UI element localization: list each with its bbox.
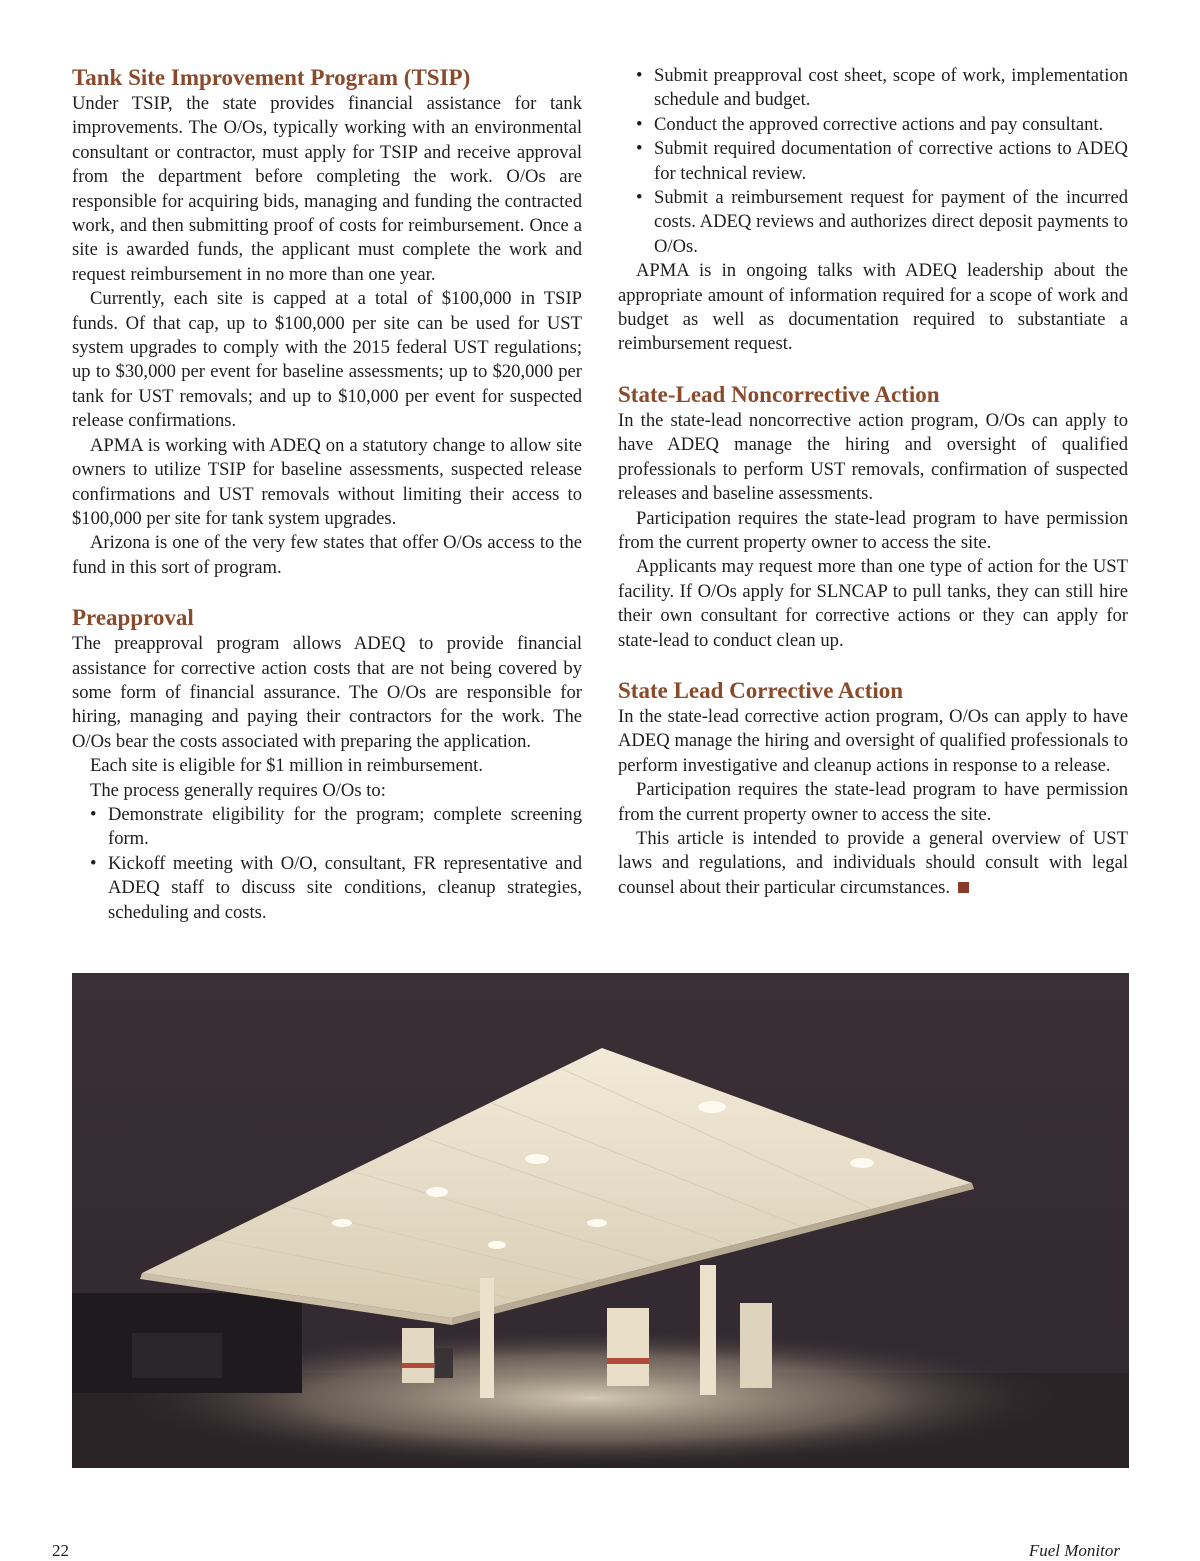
noncorrective-paragraph-2: Participation requires the state-lead program to have permission from the current property owner to access the site. — [618, 507, 1128, 553]
preapproval-heading: Preapproval — [72, 605, 194, 631]
tsip-heading: Tank Site Improvement Program (TSIP) — [72, 65, 471, 90]
corrective-paragraph-3 — [618, 827, 1128, 900]
list-item — [618, 137, 1128, 186]
corrective-paragraph-2: Participation requires the state-lead program to have permission from the current property owner to access the site. — [618, 779, 1128, 825]
preapproval-paragraph-2: Each site is eligible for $1 million in reimbursement. — [90, 755, 483, 777]
fuel-pump — [402, 1328, 434, 1383]
fuel-pump-stripe — [607, 1358, 649, 1364]
apma-paragraph: APMA is in ongoing talks with ADEQ leadership about the appropriate amount of information required for a scope of work and budget as well as documentation required to substantiate a reimbursement request. — [618, 260, 1128, 355]
noncorrective-heading: State-Lead Noncorrective Action — [618, 381, 940, 407]
bullet-glyph: • — [636, 187, 643, 209]
preapproval-paragraph-1: The preapproval program allows ADEQ to provide financial assistance for corrective action costs that are not being covered by some form of financial assurance. The O/Os are responsible for hiring, managing and paying their contractors for the work. The O/Os bear the costs associated with preparing the application. — [72, 633, 582, 752]
list-item — [72, 852, 582, 925]
kiosk — [740, 1303, 772, 1388]
gas-station-photo — [72, 973, 1129, 1468]
list-item-text: Submit a reimbursement request for payment of the incurred costs. ADEQ reviews and authorizes direct deposit payments to O/Os. — [654, 187, 1128, 257]
list-item-text: Kickoff meeting with O/O, consultant, FR representative and ADEQ staff to discuss site conditions, cleanup strategies, scheduling and costs. — [108, 852, 582, 923]
bullet-glyph: • — [636, 65, 643, 86]
bullet-glyph: • — [636, 113, 643, 135]
list-item — [618, 64, 1128, 113]
page-number: 22 — [52, 1541, 69, 1560]
list-item-text: Conduct the approved corrective actions and pay consultant. — [654, 113, 1104, 135]
list-item-text: Submit required documentation of corrective actions to ADEQ for technical review. — [654, 138, 1128, 184]
corrective-paragraph-3-text: This article is intended to provide a general overview of UST laws and regulations, and individuals should consult with legal counsel about their particular circumstances. — [618, 827, 1128, 898]
tsip-paragraph-3: APMA is working with ADEQ on a statutory change to allow site owners to utilize TSIP for baseline assessments, suspected release confirmations and UST removals without limiting their access to $100,000 per site for tank system upgrades. — [72, 434, 582, 529]
fuel-pump-stripe — [402, 1363, 434, 1368]
noncorrective-paragraph-1: In the state-lead noncorrective action program, O/Os can apply to have ADEQ manage the hiring and oversight of qualified professionals to perform UST removals, confirmation of suspected releases and baseline assessments. — [618, 409, 1128, 505]
tsip-paragraph-1: Under TSIP, the state provides financial assistance for tank improvements. The O/Os, typically working with an environmental consultant or contractor, must apply for TSIP and receive approval from the department before completing the work. O/Os are responsible for acquiring bids, managing and funding the contracted work, and then submitting proof of costs for reimbursement. Once a site is awarded funds, the applicant must complete the work and request reimbursement in no more than one year. — [72, 93, 582, 285]
list-item — [618, 113, 1128, 137]
end-of-article-mark — [958, 882, 969, 893]
publication-name: Fuel Monitor — [1028, 1541, 1120, 1560]
list-item-text: Demonstrate eligibility for the program; complete screening form. — [108, 803, 582, 850]
preapproval-paragraph-3: The process generally requires O/Os to: — [90, 779, 386, 801]
gas-station-illustration — [72, 973, 1129, 1468]
bullet-glyph: • — [90, 803, 97, 825]
canopy-pillar — [480, 1278, 494, 1398]
list-item-text: Submit preapproval cost sheet, scope of work, implementation schedule and budget. — [654, 65, 1128, 111]
noncorrective-paragraph-3: Applicants may request more than one type of action for the UST facility. If O/Os apply for SLNCAP to pull tanks, they can still hire their own consultant for corrective actions or they can apply for state-lead to conduct clean up. — [618, 556, 1128, 651]
list-item — [72, 803, 582, 852]
preapproval-steps-list — [72, 803, 582, 925]
left-column — [72, 64, 582, 925]
fuel-pump — [607, 1308, 649, 1386]
trash-bin — [435, 1348, 453, 1378]
tsip-paragraph-4: Arizona is one of the very few states that offer O/Os access to the fund in this sort of program. — [72, 532, 582, 578]
canopy-pillar — [700, 1265, 716, 1395]
list-item — [618, 186, 1128, 259]
bullet-glyph: • — [636, 138, 643, 160]
bullet-glyph: • — [90, 852, 97, 874]
corrective-heading: State Lead Corrective Action — [618, 677, 904, 703]
right-column — [618, 64, 1128, 900]
background-structure — [132, 1333, 222, 1378]
corrective-paragraph-1: In the state-lead corrective action program, O/Os can apply to have ADEQ manage the hiring and oversight of qualified professionals to perform investigative and cleanup actions in response to a release. — [618, 705, 1128, 776]
tsip-paragraph-2: Currently, each site is capped at a total of $100,000 in TSIP funds. Of that cap, up to $100,000 per site can be used for UST system upgrades to comply with the 2015 federal UST regulations; up to $30,000 per event for baseline assessments; up to $20,000 per tank for UST removals; and up to $10,000 per event for suspected release confirmations. — [72, 288, 582, 432]
preapproval-steps-list-continued — [618, 64, 1128, 259]
